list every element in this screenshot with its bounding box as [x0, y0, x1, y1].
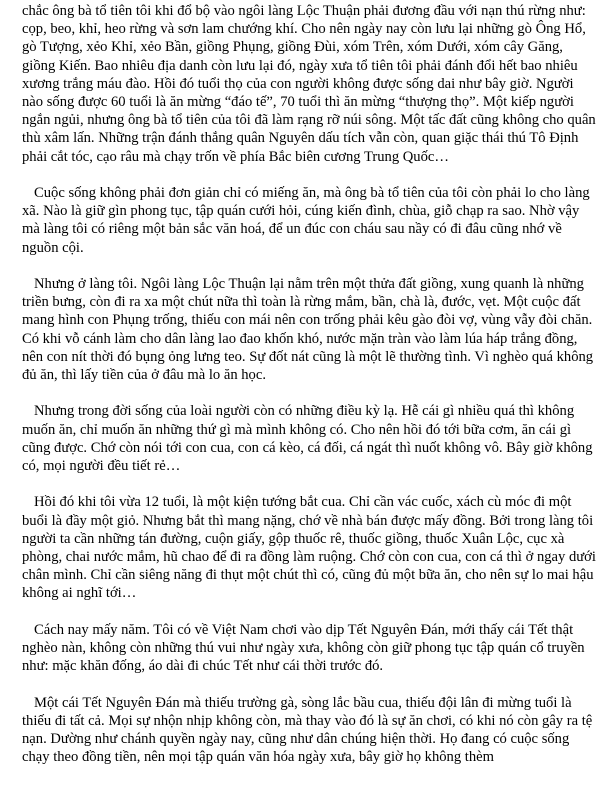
paragraph-7: Một cái Tết Nguyên Đán mà thiếu trường gà, sòng lắc bầu cua, thiếu đội lân đi mừng tuổi là thiếu đi tất cả. Mọi sự nhộn nhịp không còn, mà thay vào đó là sự ăn chơi, có khi nó còn gây ra tệ nạn. Dường như chánh quyền ngày nay, cũng như dân chúng hiện thời. Họ đang có cuộc sống chạy theo đồng tiền, nên mọi tập quán văn hóa ngày xưa, bây giờ họ không thèm [22, 694, 593, 766]
paragraph-4: Nhưng trong đời sống của loài người còn có những điều kỳ lạ. Hễ cái gì nhiều quá thì không muốn ăn, chỉ muốn ăn những thứ gì mà mình không có. Cho nên hồi đó tới bữa cơm, ăn cái gì cũng được. Chớ còn nói tới con cua, con cá kèo, cá đối, cá ngát thì nuốt không vô. Bây giờ không có, mọi người đều tiết rẻ… [22, 403, 593, 475]
paragraph-5: Hồi đó khi tôi vừa 12 tuổi, là một kiện tướng bắt cua. Chỉ cần vác cuốc, xách cù móc đi một buổi là đầy một giỏ. Nhưng bắt thì mang nặng, chớ về nhà bán được mấy đồng. Bởi trong làng tôi người ta cần những tán đường, cuộn giấy, gộp thuốc rê, thuốc giồng, thuốc Xuân Lộc, cục xà phòng, chai nước mắm, hũ chao để đi ra đồng làm ruộng. Chớ còn con cua, con cá thì ở ngay dưới chân mình. Chỉ cần siêng năng đi thụt một chút thì có, cũng đủ một bữa ăn, cho nên sự lo mai hậu không ai nghĩ tới… [22, 494, 596, 602]
paragraph-2: Cuộc sống không phải đơn giản chỉ có miếng ăn, mà ông bà tổ tiên của tôi còn phải lo cho làng xã. Nào là giữ gìn phong tục, tập quán cưới hỏi, cúng kiến đình, chùa, giỗ chạp ra sao. Nhờ vậy mà làng tôi có riêng một bản sắc văn hoá, để un đúc con cháu sau nầy có đi đâu cũng nhớ về nguồn cội. [22, 185, 590, 256]
paragraph-3: Nhưng ở làng tôi. Ngôi làng Lộc Thuận lại nằm trên một thửa đất giồng, xung quanh là những triền bưng, còn đi ra xa một chút nữa thì toàn là rừng mắm, bần, chà là, đước, vẹt. Một cuộc đất mang hình con Phụng trống, thiếu con mái nên con trống phải kêu gào đòi vợ, vùng vẫy đòi chăn. Có khi vỗ cánh làm cho dân làng lao đao khốn khó, nước mặn tràn vào làm lúa háp trắng đồng, nên con nít thời đó bụng ỏng lưng teo. Sự đốt nát cũng là một lẽ thường tình. Vì nghèo quá không đủ ăn, thì lấy tiền của ở đâu mà lo ăn học. [22, 276, 594, 384]
paragraph-1: chắc ông bà tổ tiên tôi khi đổ bộ vào ngôi làng Lộc Thuận phải đương đầu với nạn thú rừng như: cọp, beo, khỉ, heo rừng và sơn lam chướng khí. Cho nên ngày nay còn lưu lại những gò Ông Hổ, gò Tượng, xẻo Khỉ, xẻo Bần, giồng Phụng, giồng Đùi, xóm Trên, xóm Dưới, xóm cây Găng, giồng Kiến. Bao nhiêu địa danh còn lưu lại đó, ngày xưa tổ tiên tôi phải đánh đổi hết bao nhiêu xương trắng máu đào. Hồi đó tuổi thọ của con người không được sống dai như bây giờ. Người nào sống được 60 tuổi là ăn mừng “đáo tế”, 70 tuổi thì ăn mừng “thượng thọ”. Một kiếp người ngắn ngủi, nhưng ông bà tổ tiên của tôi đã làm rạng rỡ núi sông. Một tấc đất cũng không cho quân thù xâm lấn. Những trận đánh thắng quân Nguyên dấu tích vẫn còn, quan giặc thái thú Tô Định phải cắt tóc, cạo râu mà chạy trốn về phía Bắc biên cương Trung Quốc… [22, 3, 596, 165]
paragraph-6: Cách nay mấy năm. Tôi có về Việt Nam chơi vào dịp Tết Nguyên Đán, mới thấy cái Tết thật nghèo nàn, không còn những thú vui như ngày xưa, không còn giữ phong tục tập quán cổ truyền như: mặc khăn đống, áo dài đi chúc Tết như cái thời trước đó. [22, 621, 585, 675]
